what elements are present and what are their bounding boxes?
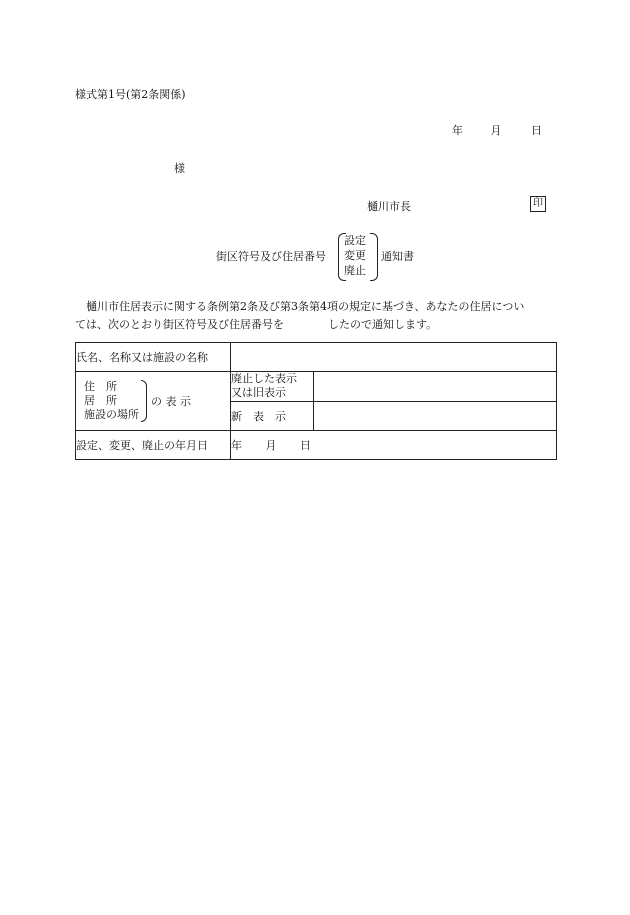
notice-title-prefix: 街区符号及び住居番号 bbox=[216, 250, 326, 263]
address-brace bbox=[141, 380, 147, 422]
body-line-2a: ては、次のとおり街区符号及び住居番号を bbox=[75, 318, 284, 331]
sender-name: 樋川市長 bbox=[367, 200, 411, 213]
old-label bbox=[231, 372, 314, 402]
old-label-line-1: 廃止した表示 bbox=[231, 372, 297, 386]
addressee-suffix: 様 bbox=[174, 162, 185, 175]
old-label-line-2: 又は旧表示 bbox=[231, 386, 286, 400]
address-label bbox=[76, 372, 231, 431]
address-item: 居 所 bbox=[84, 394, 117, 407]
name-value bbox=[231, 343, 557, 372]
address-item: 施設の場所 bbox=[84, 408, 139, 421]
month-label: 月 bbox=[490, 124, 502, 137]
table-row bbox=[76, 343, 557, 372]
choice-abolish: 廃止 bbox=[344, 264, 366, 277]
body-line-2b: したので通知します。 bbox=[328, 318, 438, 331]
date-label: 設定、変更、廃止の年月日 bbox=[76, 431, 231, 460]
right-bracket bbox=[370, 233, 378, 281]
new-value bbox=[314, 401, 557, 431]
seal-stamp: 印 bbox=[530, 196, 546, 212]
choice-set: 設定 bbox=[344, 234, 366, 247]
address-item: 住 所 bbox=[84, 380, 117, 393]
form-number: 様式第1号(第2条関係) bbox=[75, 88, 186, 101]
name-label: 氏名、名称又は施設の名称 bbox=[76, 343, 231, 372]
old-value bbox=[314, 372, 557, 402]
table-year: 年 bbox=[231, 439, 242, 452]
choice-change: 変更 bbox=[344, 249, 366, 262]
notice-table bbox=[75, 342, 557, 460]
table-month: 月 bbox=[265, 439, 277, 452]
date-value bbox=[231, 431, 557, 460]
year-label: 年 bbox=[452, 124, 463, 137]
notice-body bbox=[75, 298, 555, 334]
table-row bbox=[76, 431, 557, 460]
new-label: 新 表 示 bbox=[231, 401, 314, 431]
address-suffix: の 表 示 bbox=[151, 395, 191, 408]
issue-date bbox=[452, 122, 542, 138]
table-row bbox=[76, 372, 557, 402]
day-label: 日 bbox=[531, 124, 542, 137]
notice-title-suffix: 通知書 bbox=[381, 250, 414, 263]
body-line-1: 樋川市住居表示に関する条例第2条及び第3条第4項の規定に基づき、あなたの住居につい bbox=[86, 300, 525, 313]
table-day: 日 bbox=[300, 439, 311, 452]
